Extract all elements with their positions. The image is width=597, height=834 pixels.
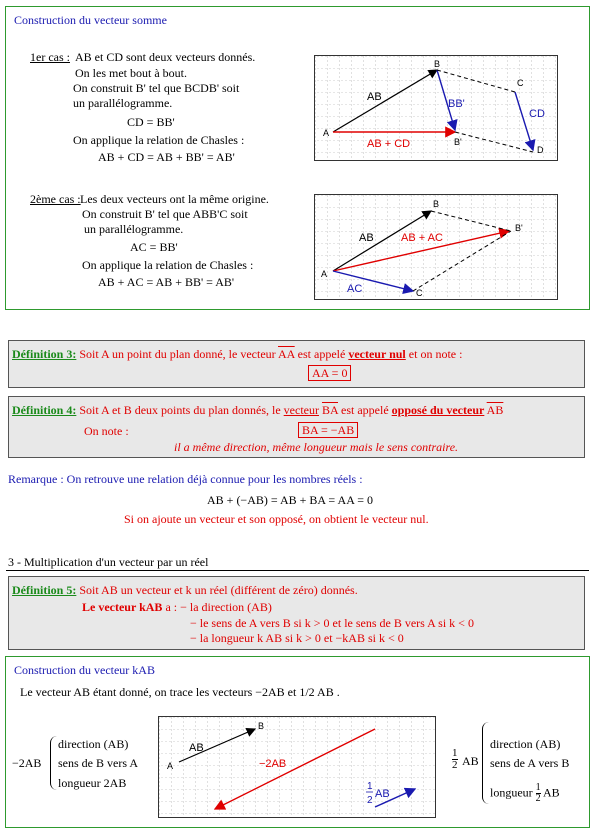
fig1-label-Bp: B' [454,137,462,147]
def4-text1: Soit A et B deux points du plan donnés, le [79,403,281,417]
section3-title: 3 - Multiplication d'un vecteur par un réel [8,555,209,569]
fig2-vec-AB: AB [359,232,374,244]
right-item-2: sens de A vers B [490,756,570,770]
remark-label: Remarque : [8,472,64,486]
figure-case2-svg [315,195,557,299]
remark-formula: AB + (−AB) = AB + BA = AA = 0 [207,493,373,507]
def3-line [12,347,462,361]
case2-eq1: AC = BB' [130,240,178,254]
def3-text2: est appelé [297,347,346,361]
figure-case2 [314,194,558,300]
right-half: 1 2 [452,747,458,771]
case1-eq1: CD = BB' [127,115,175,129]
fig1-label-C: C [517,78,524,88]
left-factor: −2AB [12,756,42,770]
fig1-vec-CD: CD [529,108,545,120]
right-item-3-end: AB [543,785,560,800]
def4-vecteur: vecteur [283,403,319,417]
s4-title: Construction du vecteur kAB [14,663,155,677]
fig3-label-B: B [258,721,265,731]
case2-line1: Les deux vecteurs ont la même origine. [80,192,269,206]
fig1-vec-BBp: BB' [448,98,465,110]
remark-conclusion: Si on ajoute un vecteur et son opposé, on obtient le vecteur nul. [124,512,429,526]
section3-underline [6,570,589,571]
def5-text1: Soit AB un vecteur et k un réel (différent de zéro) donnés. [79,583,358,597]
fig2-vec-AC: AC [347,283,363,295]
left-brace [50,736,57,790]
fig3-vec-half: AB [375,788,390,800]
remark-line [8,472,363,486]
def4-vec2: $\overline{AB}$ [486,403,504,417]
fig2-vec-sum: AB + AC [401,232,443,244]
case1-line4: un parallélogramme. [73,96,173,110]
def4-note-label: On note : [84,424,129,438]
def4-vec: $\overline{BA}$ [321,403,338,417]
fig1-vec-sum: AB + CD [367,138,411,150]
right-brace [482,722,489,804]
case2-eq2: AB + AC = AB + BB' = AB' [98,275,235,289]
case2-line3: un parallélogramme. [84,222,184,236]
fig1-label-D: D [537,145,544,155]
remark-text: On retrouve une relation déjà connue pour les nombres réels : [66,472,363,486]
left-item-1: direction (AB) [58,737,129,751]
s4-intro-end: AB . [317,685,340,699]
def5-line [12,583,358,597]
def5-l1 [82,600,272,614]
def4-formula: BA = −AB [298,422,358,438]
def3-label: Définition 3: [12,347,77,361]
def5-label: Définition 5: [12,583,77,597]
right-item-1: direction (AB) [490,737,561,751]
case1-line3: On construit B' tel que BCDB' soit [73,81,240,95]
case1-label: 1er cas : [30,50,70,64]
def4-note: il a même direction, même longueur mais le sens contraire. [174,440,459,454]
fig3-label-A: A [167,761,174,771]
def3-text1: Soit A un point du plan donné, le vecteur [79,347,276,361]
def4-text2: est appelé [341,403,389,417]
def5-l1a: Le vecteur kAB [82,600,163,614]
right-item-3-text: longueur [490,785,533,800]
def5-l2: − le sens de A vers B si k > 0 et le sens de B vers A si k < 0 [190,616,474,630]
def3-text3: et on note : [408,347,463,361]
left-item-3: longueur 2AB [58,776,127,790]
fig3-vec-AB: AB [189,742,204,754]
fig2-label-A: A [321,269,328,279]
svg-text:2: 2 [367,795,373,806]
case1-eq2: AB + CD = AB + BB' = AB' [98,150,235,164]
def4-label: Définition 4: [12,403,77,417]
case2-line4: On applique la relation de Chasles : [82,258,254,272]
figure-k-vector-svg [159,717,435,817]
fig2-label-C: C [416,288,423,298]
right-factor: AB [462,754,479,768]
fig1-label-B: B [434,59,441,69]
section-title: Construction du vecteur somme [14,13,167,27]
def4-term: opposé du vecteur [391,403,485,417]
fig2-label-Bp: B' [515,223,523,233]
right-item-3: longueur $\frac{1}{2}$ AB [490,782,560,804]
def4-line [12,403,503,417]
fig1-vec-AB: AB [367,91,382,103]
figure-case1-svg [315,56,557,160]
case2-line2: On construit B' tel que ABB'C soit [82,207,248,221]
s4-intro [20,685,340,699]
figure-case1 [314,55,558,161]
fig2-label-B: B [433,199,440,209]
s4-intro-half: 1/2 [299,685,315,699]
def3-vec: $\overline{AA}$ [278,347,295,361]
case1-line2: On les met bout à bout. [75,66,187,80]
figure-k-vector [158,716,436,818]
fig1-label-A: A [323,128,330,138]
def5-l3: − la longueur k AB si k > 0 et −kAB si k < 0 [190,631,404,645]
left-item-2: sens de B vers A [58,756,138,770]
svg-text:1: 1 [367,781,373,792]
def5-l1b: a : − la direction (AB) [165,600,272,614]
def3-term: vecteur nul [348,347,406,361]
case1-line5: On applique la relation de Chasles : [73,133,245,147]
case2-label: 2ème cas : [30,192,81,206]
fig3-vec-m2: −2AB [259,758,287,770]
s4-intro-text: Le vecteur AB étant donné, on trace les vecteurs −2AB et [20,685,297,699]
case1-line1: AB et CD sont deux vecteurs donnés. [75,50,256,64]
def3-formula: AA = 0 [308,365,351,381]
